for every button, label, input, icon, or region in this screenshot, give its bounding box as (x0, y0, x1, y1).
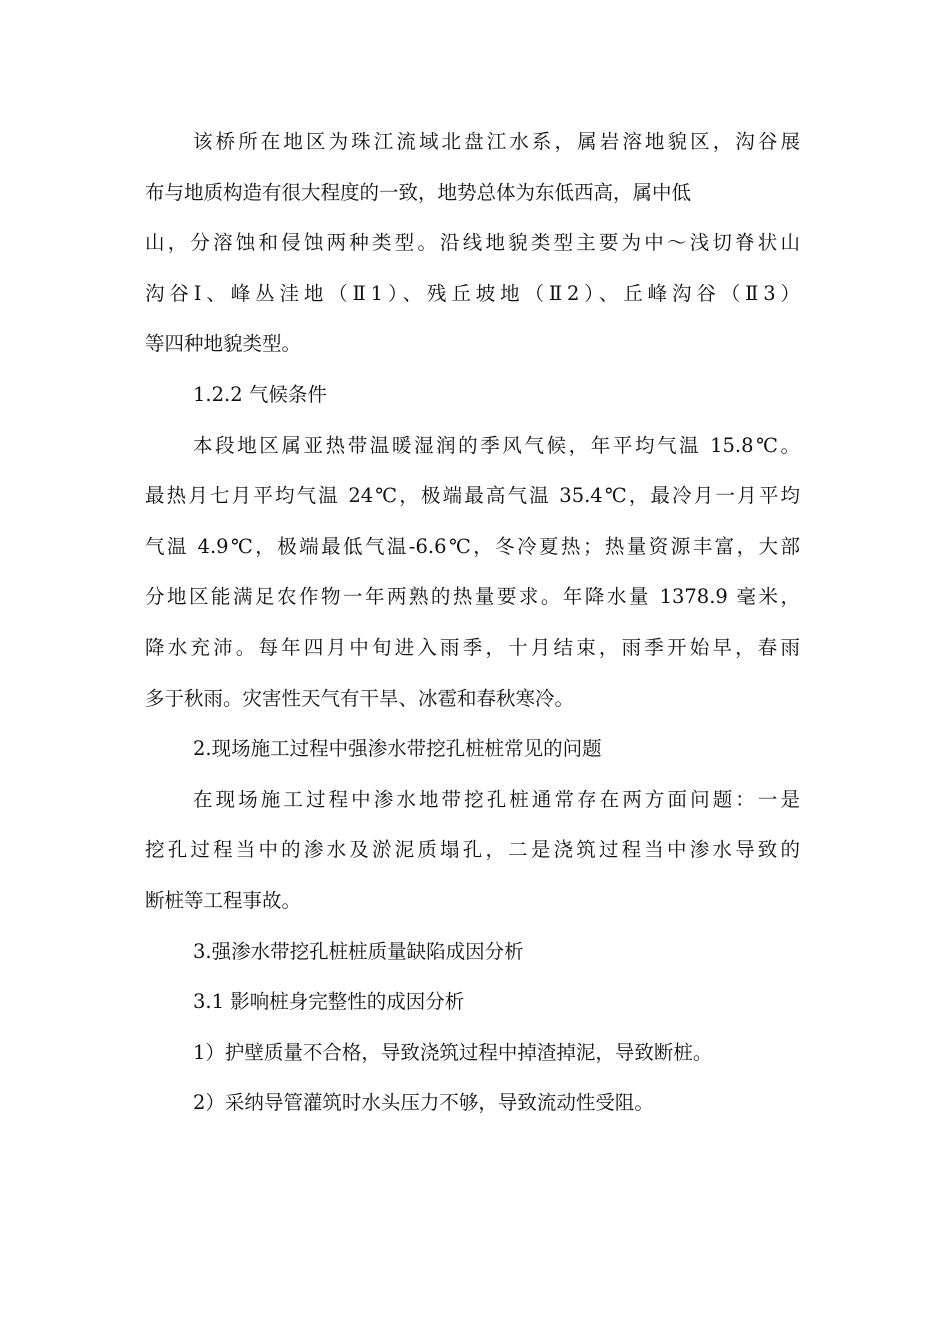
text-line: 该桥所在地区为珠江流域北盘江水系，属岩溶地貌区，沟谷展 (193, 130, 800, 153)
text-line: 布与地质构造有很大程度的一致，地势总体为东低西高，属中低 (145, 180, 692, 204)
text-line: 在现场施工过程中渗水地带挖孔桩通常存在两方面问题：一是 (193, 787, 800, 811)
text-line: 分地区能满足农作物一年两熟的热量要求。年降水量 1378.9 毫米， (145, 585, 800, 609)
text-line: 断桩等工程事故。 (145, 888, 302, 912)
text-line: 2.现场施工过程中强渗水带挖孔桩桩常见的问题 (193, 737, 602, 761)
body-text (145, 117, 800, 1129)
text-line: 降水充沛。每年四月中旬进入雨季，十月结束，雨季开始早，春雨 (145, 635, 800, 659)
text-line: 1）护壁质量不合格，导致浇筑过程中掉渣掉泥，导致断桩。 (193, 1040, 713, 1064)
text-line: 1.2.2 气候条件 (193, 382, 327, 406)
text-line: 挖孔过程当中的渗水及淤泥质塌孔，二是浇筑过程当中渗水导致的 (145, 838, 800, 862)
text-line: 本段地区属亚热带温暖湿润的季风气候，年平均气温 15.8℃。 (193, 433, 800, 457)
text-line: 山，分溶蚀和侵蚀两种类型。沿线地貌类型主要为中～浅切脊状山 (145, 231, 800, 255)
text-line: 多于秋雨。灾害性天气有干旱、冰雹和春秋寒冷。 (145, 686, 575, 710)
text-line: 气温 4.9℃，极端最低气温-6.6℃，冬冷夏热；热量资源丰富，大部 (145, 534, 800, 558)
text-line: 3.强渗水带挖孔桩桩质量缺陷成因分析 (193, 939, 524, 963)
text-line: 3.1 影响桩身完整性的成因分析 (193, 990, 465, 1014)
text-line: 2）采纳导管灌筑时水头压力不够，导致流动性受阻。 (193, 1091, 654, 1115)
text-line: 等四种地貌类型。 (145, 332, 302, 356)
text-line: 最热月七月平均气温 24℃，极端最高气温 35.4℃，最冷月一月平均 (145, 484, 800, 508)
text-line: 沟谷Ⅰ、峰丛洼地（Ⅱ1）、残丘坡地（Ⅱ2）、丘峰沟谷（Ⅱ3） (145, 281, 800, 305)
